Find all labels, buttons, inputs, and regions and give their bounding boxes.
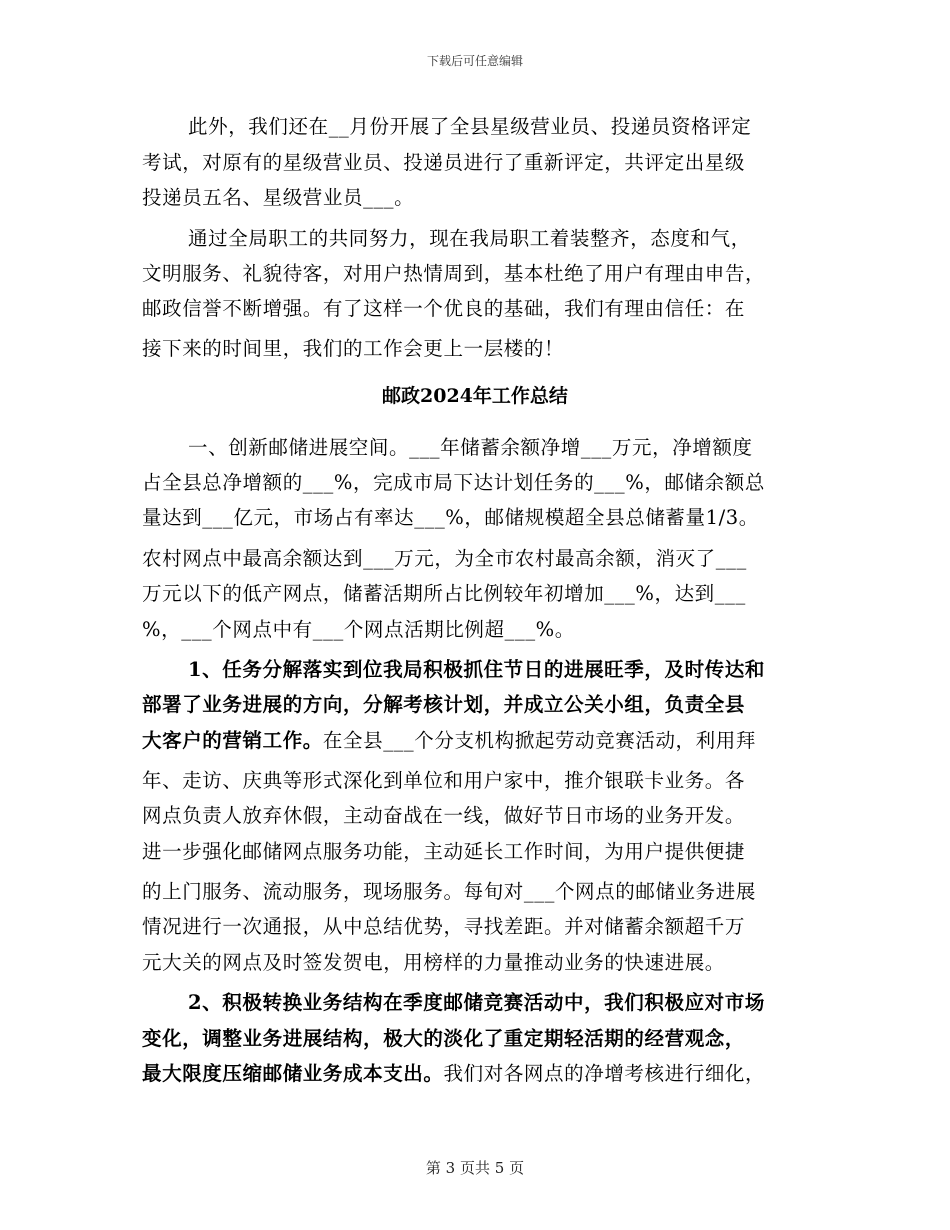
section-title: 邮政2024年工作总结 bbox=[382, 385, 568, 407]
paragraph-line-mixed bbox=[142, 726, 822, 756]
bold-lead-text: 大客户的营销工作。 bbox=[142, 729, 323, 752]
paragraph-line: 投递员五名、星级营业员___。 bbox=[142, 186, 415, 209]
paragraph-line: 通过全局职工的共同努力，现在我局职工着装整齐，态度和气， bbox=[188, 227, 751, 250]
paragraph-line-mixed bbox=[142, 1059, 822, 1089]
paragraph-line: 接下来的时间里，我们的工作会更上一层楼的！ bbox=[142, 337, 565, 360]
paragraph-text: 在全县___个分支机构掀起劳动竞赛活动，利用拜 bbox=[322, 729, 756, 752]
paragraph-line: 进一步强化邮储网点服务功能，主动延长工作时间，为用户提供便捷 bbox=[142, 840, 746, 863]
paragraph-line: 网点负责人放弃休假，主动奋战在一线，做好节日市场的业务开发。 bbox=[142, 804, 746, 827]
paragraph-line: 一、创新邮储进展空间。___年储蓄余额净增___万元，净增额度 bbox=[188, 436, 753, 459]
paragraph-line: 年、走访、庆典等形式深化到单位和用户家中，推介银联卡业务。各 bbox=[142, 769, 746, 792]
paragraph-line: 量达到___亿元，市场占有率达___%，邮储规模超全县总储蓄量1/3。 bbox=[142, 506, 759, 529]
paragraph-line: %，___个网点中有___个网点活期比例超___%。 bbox=[142, 618, 575, 641]
paragraph-line: 农村网点中最高余额达到___万元，为全市农村最高余额，消灭了___ bbox=[142, 547, 747, 570]
paragraph-line-bold: 变化，调整业务进展结构，极大的淡化了重定期轻活期的经营观念， bbox=[142, 1027, 746, 1050]
paragraph-line: 邮政信誉不断增强。有了这样一个优良的基础，我们有理由信任：在 bbox=[142, 297, 746, 320]
paragraph-text: 我们对各网点的净增考核进行细化， bbox=[443, 1062, 766, 1085]
paragraph-line: 的上门服务、流动服务，现场服务。每旬对___个网点的邮储业务进展 bbox=[142, 880, 756, 903]
paragraph-line: 考试，对原有的星级营业员、投递员进行了重新评定，共评定出星级 bbox=[142, 151, 746, 174]
paragraph-line-bold: 1、任务分解落实到位我局积极抓住节日的进展旺季，及时传达和 bbox=[188, 658, 765, 681]
paragraph-line: 占全县总净增额的___%，完成市局下达计划任务的___%，邮储余额总 bbox=[142, 471, 765, 494]
paragraph-line-bold: 部署了业务进展的方向，分解考核计划，并成立公关小组，负责全县 bbox=[142, 693, 746, 716]
paragraph-line-bold: 2、积极转换业务结构在季度邮储竞赛活动中，我们积极应对市场 bbox=[188, 991, 765, 1014]
bold-lead-text: 最大限度压缩邮储业务成本支出。 bbox=[142, 1062, 444, 1085]
paragraph-line: 元大关的网点及时签发贺电，用榜样的力量推动业务的快速进展。 bbox=[142, 951, 725, 974]
paragraph-line: 此外，我们还在__月份开展了全县星级营业员、投递员资格评定 bbox=[188, 115, 752, 138]
paragraph-line: 文明服务、礼貌待客，对用户热情周到，基本杜绝了用户有理由申告， bbox=[142, 262, 766, 285]
page-header: 下载后可任意编辑 bbox=[426, 54, 523, 68]
page-footer: 第 3 页共 5 页 bbox=[425, 1159, 525, 1177]
paragraph-line: 情况进行一次通报，从中总结优势，寻找差距。并对储蓄余额超千万 bbox=[142, 915, 746, 938]
paragraph-line: 万元以下的低产网点，储蓄活期所占比例较年初增加___%，达到___ bbox=[142, 582, 746, 605]
